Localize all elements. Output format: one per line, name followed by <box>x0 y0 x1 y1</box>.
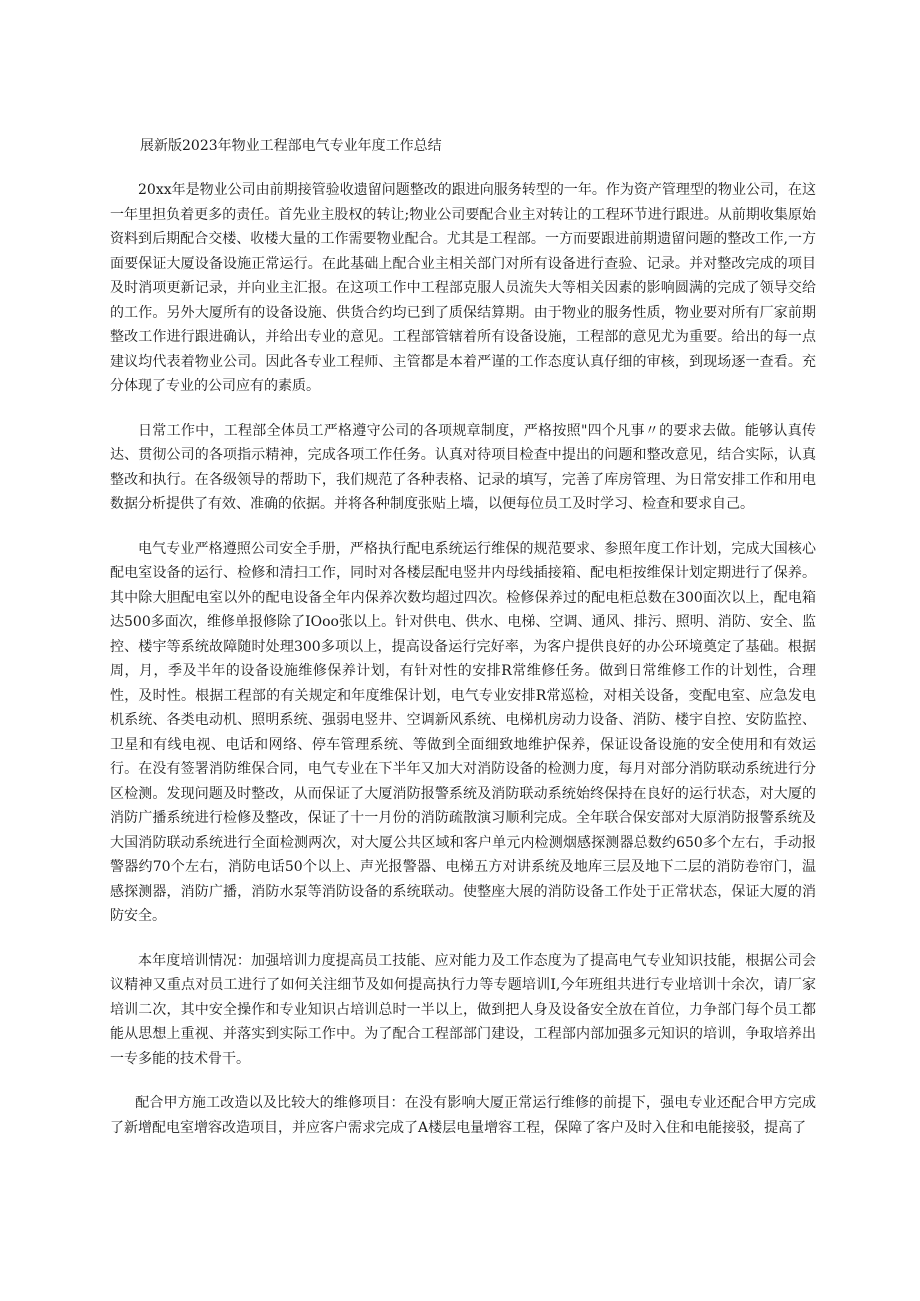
paragraph-year-overview: 20xx年是物业公司由前期接管验收遗留问题整改的跟进向服务转型的一年。作为资产管理型的物业公司，在这一年里担负着更多的责任。首先业主股权的转让;物业公司要配合业主对转让的工程环节进行跟进。从前期收集原始资料到后期配合交楼、收楼大量的工作需要物业配合。尤其是工程部。一方而要跟进前期遗留问题的整改工作,一方面要保证大厦设备设施正常运行。在此基础上配合业主相关部门对所有设备进行查验、记录。并对整改完成的项目及时消项更新记录，并向业主汇报。在这项工作中工程部克服人员流失大等相关因素的影响圆满的完成了领导交给的工作。另外大厦所有的设备设施、供货合约均已到了质保结算期。由于物业的服务性质，物业要对所有厂家前期整改工作进行跟进确认，并给出专业的意见。工程部管辖着所有设备设施，工程部的意见尤为重要。给出的每一点建议均代表着物业公司。因此各专业工程师、主管都是本着严谨的工作态度认真仔细的审核，到现场逐一查看。充分体现了专业的公司应有的素质。 <box>110 182 816 394</box>
paragraph-electrical-maintenance: 电气专业严格遵照公司安全手册，严格执行配电系统运行维保的规范要求、参照年度工作计划，完成大国核心配电室设备的运行、检修和清扫工作，同时对各楼层配电竖井内母线插接箱、配电柜按维保计划定期进行了保养。其中除大胆配电室以外的配电设备全年内保养次数均超过四次。检修保养过的配电柜总数在300面次以上，配电箱达500多面次，维修单报修除了IOoo张以上。针对供电、供水、电梯、空调、通风、排污、照明、消防、安全、监控、楼宇等系统故障随时处理300多项以上，提高设备运行完好率，为客户提供良好的办公环境奠定了基础。根据周，月，季及半年的设备设施维修保养计划，有针对性的安排R常维修任务。做到日常维修工作的计划性，合理性，及时性。根据工程部的有关规定和年度维保计划，电气专业安排R常巡检，对相关设备，变配电室、应急发电机系统、各类电动机、照明系统、强弱电竖井、空调新风系统、电梯机房动力设备、消防、楼宇自控、安防监控、卫星和有线电视、电话和网络、停车管理系统、等做到全面细致地维护保养，保证设备设施的安全使用和有效运行。在没有签署消防维保合同，电气专业在下半年又加大对消防设备的检测力度，每月对部分消防联动系统进行分区检测。发现问题及时整改，从而保证了大厦消防报警系统及消防联动系统始终保持在良好的运行状态，对大厦的消防广播系统进行检修及整改，保证了十一月份的消防疏散演习顺利完成。全年联合保安部对大原消防报警系统及大国消防联动系统进行全面检测两次，对大厦公共区域和客户单元内检测烟感探测器总数约650多个左右，手动报警器约70个左右，消防电话50个以上、声光报警器、电梯五方对讲系统及地库三层及地下二层的消防卷帘门，温感探测器，消防广播，消防水泵等消防设备的系统联动。使整座大展的消防设备工作处于正常状态，保证大厦的消防安全。 <box>110 540 816 924</box>
document-title: 展新版2023年物业工程部电气专业年度工作总结 <box>140 138 442 154</box>
paragraph-training: 本年度培训情况：加强培训力度提高员工技能、应对能力及工作态度为了提高电气专业知识技能，根据公司会议精神又重点对员工进行了如何关注细节及如何提高执行力等专题培训I,今年班组共进行专业培训十余次，请厂家培训二次，其中安全操作和专业知识占培训总时一半以上，做到把人身及设备安全放在首位，力争部门每个员工都能从思想上重视、并落实到实际工作中。为了配合工程部部门建设，工程部内部加强多元知识的培训，争取培养出一专多能的技术骨干。 <box>110 952 816 1067</box>
paragraph-daily-work: 日常工作中，工程部全体员工严格遵守公司的各项规章制度，严格按照"四个凡事〃的要求去做。能够认真传达、贯彻公司的各项指示精神，完成各项工作任务。认真对待项目检查中提出的问题和整改意见，结合实际，认真整改和执行。在各级领导的帮助下，我们规范了各种表格、记录的填写，完善了库房管理、为日常安排工作和用电数据分析提供了有效、准确的依据。并将各种制度张贴上墙，以便每位员工及时学习、检查和要求自己。 <box>110 422 816 512</box>
document-page <box>110 136 816 1160</box>
paragraph-renovation-projects: 配合甲方施工改造以及比较大的维修项目：在没有影响大厦正常运行维修的前提下，强电专业还配合甲方完成了新增配电室增容改造项目，并应客户需求完成了A楼层电量增容工程，保障了客户及时入住和电能接驳，提高了 <box>110 1095 816 1136</box>
